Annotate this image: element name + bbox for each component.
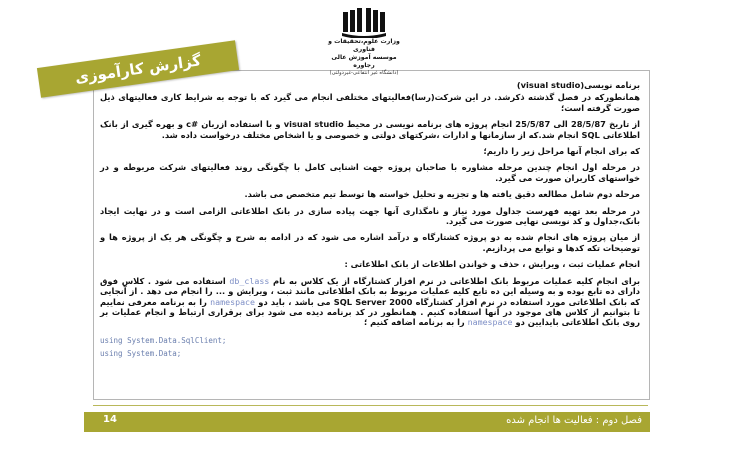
inline-code: namespace: [210, 296, 256, 307]
paragraph: که برای انجام آنها مراحل زیر را داریم؛: [483, 146, 640, 157]
paragraph-with-code: [100, 276, 640, 328]
footer-divider: [93, 405, 648, 406]
paragraph: مرحله دوم شامل مطالعه دقیق یافته ها و تجزیه و تحلیل خواسته ها توسط تیم متخصص می باشد.: [244, 189, 640, 200]
institute-name-line2: موسسه آموزش عالی رجاوره: [331, 54, 397, 69]
code-line: using System.Data;: [100, 348, 182, 358]
section-heading: برنامه نویسی(visual studio): [516, 80, 640, 90]
institute-name-line1: وزارت علوم،تحقیقات و فناوری: [328, 38, 400, 53]
paragraph-part: را به برنامه اضافه کنیم ؛: [363, 317, 465, 328]
paragraph: از میان پروژه های انجام شده به دو پروژه کشتارگاه و درآمد اشاره می شود که در ادامه به شرح و چگونگی هر یک از پروژه ها و توضیحات تکه کدها و توابع می پردازیم.: [100, 232, 640, 253]
page-number: 14: [103, 414, 117, 425]
paragraph-part: استفاده می شود . کلاس فوق دارای ده تابع بوده و به وسیله این ده تابع کلیه عملیات مربوط به بانک اطلاعاتی مانند ثبت ، ویرایش و ... را انجام می دهد . از آنجایی که بانک اطلاعاتی مورد استفاده در نرم افزار کشتارگاه SQL Server 2000 می باشد ، باید دو: [100, 275, 641, 307]
code-line: using System.Data.SqlClient;: [100, 335, 227, 345]
inline-code: db_class: [229, 275, 270, 286]
paragraph: در مرحله اول انجام چندین مرحله مشاوره با صاحبان پروژه جهت اشنایی کامل با چگونگی روند فعالیتهای شرکت مربوطه و در خواستهای کاربران صورت می گیرد.: [100, 162, 640, 183]
paragraph-part: برای انجام کلیه عملیات مربوط بانک اطلاعاتی در نرم افزار کشتارگاه از یک کلاس به نام: [273, 275, 640, 286]
institute-name-line3: (دانشگاه غیر انتفاعی-غیردولتی): [329, 70, 399, 76]
code-block: [100, 334, 640, 360]
institute-logo: [322, 8, 406, 76]
paragraph: در مرحله بعد تهیه فهرست جداول مورد نیاز و نامگذاری آنها جهت پیاده سازی در بانک اطلاعاتی الزامی است و در نهایت ایجاد بانک،جداول و کد نویسی نهایی صورت می گیرد.: [100, 205, 640, 227]
paragraph: از تاریخ 28/5/87 الی 25/5/87 انجام پروژه های برنامه نویسی در محیط visual studio و با استفاده ازربان #c و بهره گیری از بانک اطلاعاتی SQL انجام شد.که از سازمانها و ادارات ،شرکتهای دولتی و خصوصی و یا اشخاص مختلف درخواست داده شد.: [100, 119, 640, 140]
paragraph: انجام عملیات ثبت ، ویرایش ، حذف و خواندن اطلاعات از بانک اطلاعاتی :: [344, 259, 640, 270]
chapter-title: فصل دوم : فعالیت ها انجام شده: [506, 415, 642, 426]
ribbon-title: گزارش کارآموزی: [73, 51, 203, 87]
institute-emblem-icon: [340, 8, 388, 38]
paragraph-part: را به برنامه معرفی نماییم تا بتوانیم از کلاس های موجود در آنها استفاده کنیم . همانطور در کد برنامه دیده می شود برای برقراری ارتباط و انجام عملیات بر روی بانک اطلاعاتی بایدایین دو: [100, 296, 640, 328]
paragraph: همانطورکه در فصل گذشته ذکرشد. در این شرکت(رسا)فعالیتهای مختلفی انجام می گیرد که با توجه به شرایط کاری فعالیتهای ذیل صورت گرفته است؛: [100, 92, 640, 113]
document-body: [100, 80, 640, 360]
inline-code: namespace: [467, 317, 513, 328]
